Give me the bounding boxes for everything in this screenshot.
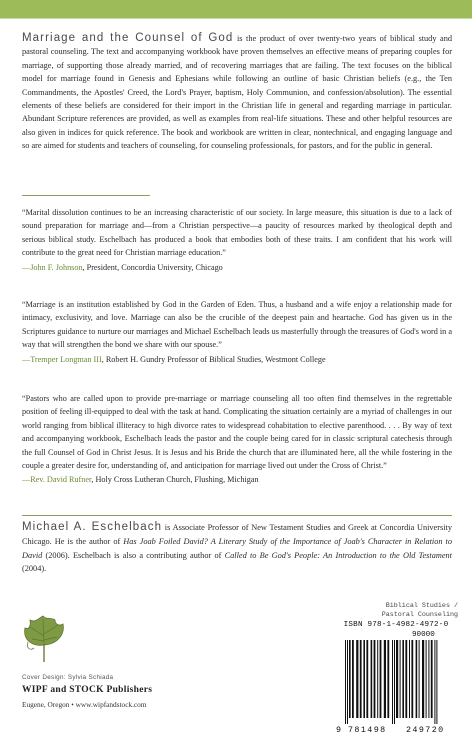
barcode-bar [405, 640, 407, 718]
section-rule [22, 515, 452, 516]
author-bio-text: (2006). Eschelbach is also a contributing author of [42, 550, 225, 560]
endorsement-quote: “Marital dissolution continues to be an increasing characteristic of our society. In large measure, this situation is due to a lack of sound preparation for marriage and—from a Christian perspective—a paucity of resources marked by theological depth and serious biblical study. Eschelbach has produced a book that embodies both of these traits. I am confident that his work will contribute to the great need for Christian marriage education.” [22, 208, 452, 258]
barcode-bar [394, 640, 395, 724]
barcode-bar [352, 640, 354, 718]
publisher-info: Eugene, Oregon • www.wipfandstock.com [22, 700, 147, 709]
barcode-bar [392, 640, 393, 724]
barcode-bar [396, 640, 398, 718]
barcode-bar [426, 640, 427, 718]
book-description [22, 32, 452, 153]
cover-design-credit: Cover Design: Sylvia Schiada [22, 674, 114, 681]
barcode-bar [419, 640, 420, 718]
endorsement-3 [22, 392, 452, 487]
barcode-bar [356, 640, 358, 718]
endorser-name: —Rev. David Rufner [22, 475, 92, 485]
endorser-affiliation: , Holy Cross Lutheran Church, Flushing, Michigan [91, 475, 259, 485]
barcode-bar [347, 640, 348, 724]
barcode-bar [360, 640, 362, 718]
author-name: Michael A. Eschelbach [22, 521, 163, 533]
subject-category [366, 602, 458, 619]
endorser-affiliation: , Robert H. Gundry Professor of Biblical Studies, Westmont College [101, 354, 326, 364]
band-divider [0, 18, 472, 19]
ean-prefix: 9 [336, 725, 342, 735]
endorsement-attribution [22, 353, 452, 366]
author-bio-text: is Associate Professor of New Testament Studies and Greek at Concordia University Chicago. He is the author of [22, 523, 452, 546]
subject-line-1: Biblical Studies / [385, 602, 458, 610]
ean-group-2: 249720 [406, 725, 445, 735]
barcode-bar [431, 640, 433, 718]
book-title: Marriage and the Counsel of God [22, 32, 234, 44]
barcode-bar [400, 640, 401, 718]
book-title-italic: Has Joab Foiled David? A Literary Study of the Importance of Joab's Character in Relation to David [22, 536, 452, 560]
isbn-text: ISBN 978-1-4982-4972-0 [343, 621, 449, 629]
barcode-bar [387, 640, 389, 718]
author-bio [22, 521, 452, 576]
barcode-bar [434, 640, 435, 724]
book-description-text: is the product of over twenty-two years of biblical study and pastoral counseling. The text and accompanying workbook have proven themselves an effective means of preparing couples for marriage, of supporting those already married, and of recovering marriages that are failing. The text focuses on the biblical model for marriage found in Genesis and Ephesians while following an outline of basic Christian beliefs (e.g., the Ten Commandments, the Apostles' Creed, the Lord's Prayer, baptism, Holy Communion, and confession/absolution). The essential elements of these beliefs are considered for their import in the Christian life in general and regarding marriage in particular. Abundant Scripture references are provided, as well as examples from real-life situations. These and other helpful resources are also given in indices for quick reference. The book and workbook are written in clear, nontechnical, and engaging language and so are aimed for students and teachers of counseling, for counseling professionals, for pastors, and for the public in general. [22, 34, 452, 151]
barcode-bar [402, 640, 404, 718]
barcode-bar [345, 640, 346, 724]
endorser-affiliation: , President, Concordia University, Chicago [82, 262, 223, 272]
endorsement-quote: “Pastors who are called upon to provide pre-marriage or marriage counseling all too often find themselves in the regrettable position of feeling ill-equipped to deal with the task at hand. Complicating the situation certainly are a myriad of challenges in our world ranging from biblical illiteracy to high divorce rates to widespread cohabitation to elective parenthood. . . . By way of text and accompanying workbook, Eschelbach leads the pastor and the couple being cared for in classic scriptural catechesis through the full Counsel of God in Christ Jesus. It is Jesus and his Bride the church that are illuminated here, all the while fostering in the couple a greater desire for, understanding of, and anticipation for marriage lived out under the Cross of Christ.” [22, 394, 452, 471]
endorser-name: —Tremper Longman III [22, 354, 102, 364]
price-code: 90000 [412, 631, 435, 639]
barcode-bar [374, 640, 376, 718]
barcode-bar [366, 640, 368, 718]
barcode-bar [363, 640, 365, 718]
publisher-name: WIPF and STOCK Publishers [22, 685, 153, 695]
barcode-bar [371, 640, 373, 718]
barcode-icon [336, 640, 458, 724]
barcode-bar [436, 640, 437, 724]
endorser-name: —John F. Johnson [22, 262, 83, 272]
barcode-bar [409, 640, 410, 718]
barcode-bar [411, 640, 413, 718]
ean-group-1: 781498 [348, 725, 387, 735]
barcode-bar [384, 640, 386, 718]
barcode-bar [422, 640, 424, 718]
endorsement-attribution [22, 473, 452, 486]
endorsement-1 [22, 206, 452, 274]
author-bio-text: (2004). [22, 564, 47, 574]
section-rule [22, 195, 150, 196]
endorsement-attribution [22, 261, 452, 274]
barcode-bar [416, 640, 418, 718]
grape-leaf-logo-icon [22, 614, 66, 664]
barcode-bar [349, 640, 351, 718]
top-color-band [0, 0, 472, 18]
subject-line-2: Pastoral Counseling [381, 610, 458, 619]
barcode-panel [334, 619, 460, 743]
endorsement-quote: “Marriage is an institution established by God in the Garden of Eden. Thus, a husband and a wife enjoy a relationship made for intimacy, exclusivity, and love. Marriage can also be the crucible of the deepest pain and heartache. God has given us in the Scriptures guidance to nurture our marriages and Michael Eschelbach leads us masterfully through the treasures of God's word in a way that will strengthen the bond we share with our spouse.” [22, 300, 452, 350]
barcode-bar [380, 640, 382, 718]
endorsement-2 [22, 298, 452, 366]
barcode-bar [428, 640, 429, 718]
book-title-italic: Called to Be God's People: An Introduction to the Old Testament [224, 550, 452, 560]
barcode-bar [377, 640, 378, 718]
